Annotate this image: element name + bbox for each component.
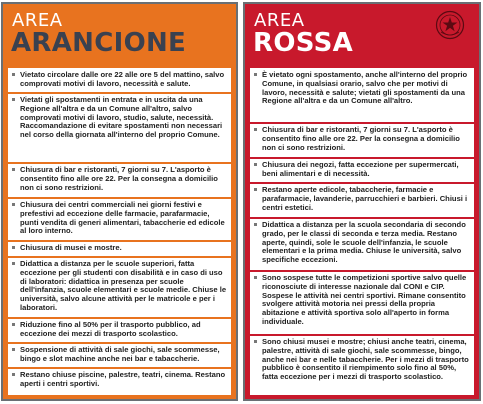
divider [8,162,231,164]
area-label: AREA [12,10,63,31]
list-item: Chiusura di musei e mostre. [8,244,231,253]
divider [250,270,474,272]
panel-header [245,4,479,68]
list-item: Sono chiusi musei e mostre; chiusi anche teatri, cinema, palestre, attività di sale giochi, sale scommesse, bingo, anche nei bar e nelle tabaccherie. Per i mezzi di trasporto pubblico è consentito il riempimento solo fino al 50%, fatta eccezione per i mezzi di trasporto scolastico. [250,338,474,382]
divider [8,256,231,258]
divider [250,157,474,159]
list-item: Sono sospese tutte le competizioni sportive salvo quelle riconosciute di interesse nazionale dal CONI e CIP. Sospese le attività nei centri sportivi. Rimane consentito svolgere attività motoria nei pressi della propria abitazione e attività sportiva solo all'aperto in forma individuale. [250,274,474,327]
divider [250,182,474,184]
rules-list [8,68,231,395]
panel-title: ROSSA [253,28,354,58]
list-item: Chiusura dei negozi, fatta eccezione per supermercati, beni alimentari e di necessità. [250,161,474,179]
list-item: Sospensione di attività di sale giochi, sale scommesse, bingo e slot machine anche nei bar e tabaccherie. [8,346,231,364]
divider [250,334,474,336]
divider [8,240,231,242]
list-item: Vietato circolare dalle ore 22 alle ore 5 del mattino, salvo comprovati motivi di lavoro, necessità e salute. [8,71,231,89]
divider [8,92,231,94]
list-item: Restano chiuse piscine, palestre, teatri, cinema. Restano aperti i centri sportivi. [8,371,231,389]
divider [250,122,474,124]
italian-republic-emblem-icon [435,10,465,40]
list-item: Riduzione fino al 50% per il trasporto pubblico, ad eccezione dei mezzi di trasporto scolastico. [8,321,231,339]
list-item: Chiusura di bar e ristoranti, 7 giorni su 7. L'asporto è consentito fino alle ore 22. Per la consegna a domicilio non ci sono restrizioni. [250,126,474,152]
list-item: Didattica a distanza per la scuola secondaria di secondo grado, per le classi di seconda e terza media. Restano aperte, quindi, sole le scuole dell'infanzia, le scuole elementari e la prima media. Chiuse le università, salvo specifiche eccezioni. [250,221,474,265]
panel-title: ARANCIONE [11,28,187,58]
list-item: Vietati gli spostamenti in entrata e in uscita da una Regione all'altra e da un Comune all'altro, salvo comprovati motivi di lavoro, studio, salute, necessità. Raccomandazione di evitare spostamenti non necessari nel corso della giornata all'interno del proprio Comune. [8,96,231,140]
panel-header [3,4,236,68]
area-label: AREA [254,10,305,31]
divider [250,217,474,219]
area-rossa-panel [243,2,481,401]
divider [8,367,231,369]
divider [8,197,231,199]
divider [8,317,231,319]
list-item: Chiusura di bar e ristoranti, 7 giorni su 7. L'asporto è consentito fino alle ore 22. Per la consegna a domicilio non ci sono restrizioni. [8,166,231,192]
area-arancione-panel [1,2,238,401]
list-item: Didattica a distanza per le scuole superiori, fatta eccezione per gli studenti con disabilità e in caso di uso di laboratori: didattica in presenza per scuole dell'infanzia, scuole elementari e scuole medie. Chiuse le università, salvo alcune attività per le matricole e per i laboratori. [8,260,231,313]
divider [8,342,231,344]
list-item: Restano aperte edicole, tabaccherie, farmacie e parafarmacie, lavanderie, parrucchieri e barbieri. Chiusi i centri estetici. [250,186,474,212]
list-item: È vietato ogni spostamento, anche all'interno del proprio Comune, in qualsiasi orario, salvo che per motivi di lavoro, necessità e salute; vietati gli spostamenti da una Regione all'altra e da un Comune all'altro. [250,71,474,106]
list-item: Chiusura dei centri commerciali nei giorni festivi e prefestivi ad eccezione delle farmacie, parafarmacie, punti vendita di generi alimentari, tabaccherie ed edicole al loro interno. [8,201,231,236]
rules-list [250,68,474,395]
